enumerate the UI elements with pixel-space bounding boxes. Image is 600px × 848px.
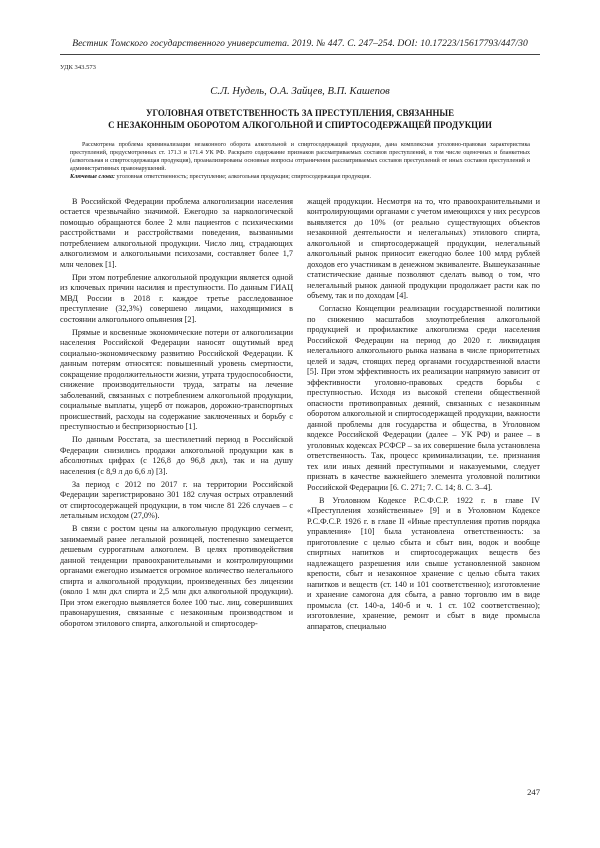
article-title [60, 108, 540, 132]
paragraph: При этом потребление алкогольной продукции является одной из ключевых причин насилия и преступности. По данным ГИАЦ МВД России в 2018 г. каждое третье расследованное преступление (32,3%) совершено лицами, находящимися в состоянии алкогольного опьянения [2]. [60, 272, 293, 324]
body-columns [60, 197, 540, 635]
paragraph: По данным Росстата, за шестилетний период в Российской Федерации снизились продажи алкогольной продукции как в абсолютных цифрах (с 126,8 до 96,8 дкл), так и на душу населения (с 8,9 л до 6,6 л) [3]. [60, 435, 293, 476]
paragraph: Согласно Концепции реализации государственной политики по снижению масштабов злоупотребления алкогольной продукцией и профилактике алкоголизма среди населения Российской Федерации на период до 2020 г. ликвидация нелегального алкогольного рынка названа в числе приоритетных целей и задач, стоящих перед органами государственной власти [5]. При этом эффективность их реализации напрямую зависит от эффективности уголовно-правовых средств борьбы с преступностью. Исходя из высокой степени общественной опасности противоправных деяний, связанных с незаконным оборотом алкогольной и спиртосодержащей продукции, важности данной проблемы для государства и общества, в Уголовном кодексе Российской Федерации (далее – УК РФ) и ранее – в уголовных кодексах РСФСР – за их совершение была установлена ответственность. Так, процесс криминализации, т.е. признания тех или иных деяний преступными и наказуемыми, следует признать в качестве важнейшего элемента уголовной политики Российской Федерации [6. С. 271; 7. С. 14; 8. С. 3–4]. [307, 304, 540, 492]
journal-running-header: Вестник Томского государственного университета. 2019. № 447. С. 247–254. DOI: 10.17223/15617793/447/30 [60, 38, 540, 55]
keywords-label: Ключевые слова: [70, 174, 115, 181]
paragraph: За период с 2012 по 2017 г. на территории Российской Федерации зарегистрировано 301 182 случая острых отравлений от спиртосодержащей продукции, в том числе 81 226 случаев – с летальным исходом (27,0%). [60, 479, 293, 521]
paragraph: жащей продукции. Несмотря на то, что правоохранительными и контролирующими органами с учетом имеющихся у них ресурсов выявляется до 10% (от реально существующих объектов незаконной деятельности и нелегальных) этилового спирта, алкогольной и спиртосодержащей продукции, нелегальный алкогольный рынок приносит ежегодно более 100 млрд рублей доходов его участникам в денежном эквиваленте. Вышеуказанные статистические данные позволяют сделать вывод о том, что нелегальный рынок данной продукции продолжает расти как по объему, так и по доходам [4]. [307, 196, 540, 301]
paragraph: Прямые и косвенные экономические потери от алкоголизации населения Российской Федерации наносят ощутимый вред социально-экономическому развитию Российской Федерации. К данным потерям относятся: повышенный уровень смертности, сокращение продолжительности жизни, утрата трудоспособности, снижение производительности труда, затраты на лечение заболеваний, связанных с потреблением алкогольной продукции, социальные выплаты, ущерб от пожаров, дорожно-транспортных происшествий, расходы на содержание заключенных и борьбу с преступностью и беспризорностью [1]. [60, 327, 293, 432]
article-abstract: Рассмотрена проблема криминализации незаконного оборота алкогольной и спиртосодержащей продукции, дана комплексная уголовно-правовая характеристика преступлений, предусмотренных ст. 171.3 и 171.4 УК РФ. Раскрыто содержание признаков рассматриваемых составов преступлений, в том числе оценочных и бланкетных (алкогольная и спиртосодержащая продукция), проанализированы основные вопросы отграничения рассматриваемых составов преступлений от иных составов преступлений и административных правонарушений. [70, 141, 530, 173]
page-number: 247 [527, 787, 540, 797]
udk-code: УДК 343.573 [60, 64, 96, 71]
keywords-text: уголовная ответственность; преступление; алкогольная продукция; спиртосодержащая продукция. [116, 174, 371, 181]
paragraph: В Уголовном Кодексе Р.С.Ф.С.Р. 1922 г. в главе IV «Преступления хозяйственные» [9] и в Уголовном Кодексе Р.С.Ф.С.Р. 1926 г. в главе II «Иные преступления против порядка управления» [10] была установлена ответственность: за приготовление с целью сбыта и сбыт вин, водок и вообще спиртных напитков и спиртосодержащих веществ без надлежащего разрешения или свыше установленной законом крепости, сбыт и незаконное хранение с целью сбыта таких напитков и веществ (ст. 140 и 101 соответственно); изготовление и хранение самогона для сбыта, а равно торговлю им в виде промысла (ст. 140-а, 140-б и ч. 1 ст. 102 соответственно); изготовление, хранение, ремонт и сбыт в виде промысла аппаратов, специально [307, 495, 540, 631]
article-authors: С.Л. Нудель, О.А. Зайцев, В.П. Кашепов [210, 86, 390, 97]
right-column [307, 197, 540, 635]
paragraph: В связи с ростом цены на алкогольную продукцию сегмент, занимаемый ранее легальной розницей, постепенно замещается дешевым суррогатным алкоголем. В целях противодействия данной тенденции правоохранительными и контролирующими органами ежегодно изымается огромное количество нелегального спирта и алкогольной продукции, произведенных без лицензии (около 1 млн дкл спирта и 2,5 млн дкл алкогольной продукции). При этом ежегодно выявляется более 100 тыс. лиц, совершивших правонарушения, связанные с незаконным производством и оборотом этилового спирта, алкогольной и спиртосодер- [60, 524, 293, 628]
article-title-line-2: С НЕЗАКОННЫМ ОБОРОТОМ АЛКОГОЛЬНОЙ И СПИРТОСОДЕРЖАЩЕЙ ПРОДУКЦИИ [108, 119, 492, 130]
left-column [60, 197, 293, 635]
paragraph: В Российской Федерации проблема алкоголизации населения остается чрезвычайно значимой. Ежегодно за наркологической помощью обращаются более 2 млн пациентов с психическими расстройствами и расстройствами поведения, вызванными потреблением алкогольной продукции. Число лиц, страдающих алкоголизмом и алкогольными психозами, составляет более 1,7 млн человек [1]. [60, 196, 293, 269]
article-title-line-1: УГОЛОВНАЯ ОТВЕТСТВЕННОСТЬ ЗА ПРЕСТУПЛЕНИЯ, СВЯЗАННЫЕ [145, 108, 455, 118]
article-keywords [70, 173, 530, 181]
